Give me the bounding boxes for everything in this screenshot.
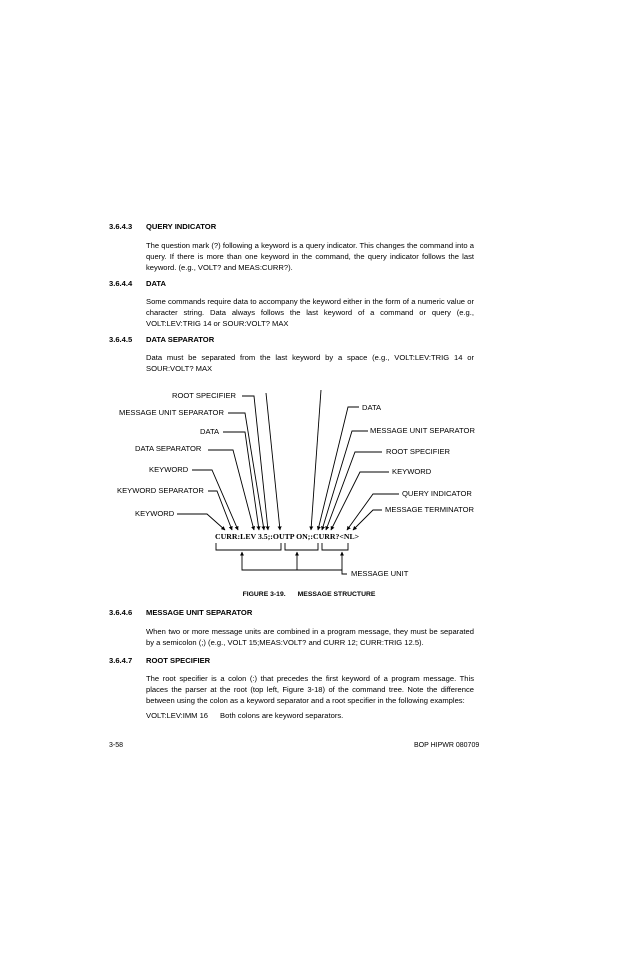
section-title: DATA SEPARATOR (146, 335, 215, 344)
example-line (146, 711, 343, 720)
section-paragraph: Data must be separated from the last keyword by a space (e.g., VOLT:LEV:TRIG 14 or SOUR:VOLT? MAX (146, 353, 474, 373)
section-number: 3.6.4.4 (109, 279, 133, 288)
section-number: 3.6.4.6 (109, 608, 133, 617)
section-title: QUERY INDICATOR (146, 222, 217, 231)
label-message-unit-separator: MESSAGE UNIT SEPARATOR (370, 426, 475, 435)
section-number: 3.6.4.3 (109, 222, 133, 231)
label-root-specifier: ROOT SPECIFIER (172, 391, 236, 400)
section-number: 3.6.4.5 (109, 335, 133, 344)
label-message-unit: MESSAGE UNIT (351, 569, 409, 578)
label-message-terminator: MESSAGE TERMINATOR (385, 505, 475, 514)
label-query-indicator: QUERY INDICATOR (402, 489, 472, 498)
command-string: CURR:LEV 3.5;:OUTP ON;:CURR?<NL> (215, 532, 360, 541)
figure-title: MESSAGE STRUCTURE (297, 591, 376, 598)
section-number: 3.6.4.7 (109, 656, 133, 665)
label-data-separator: DATA SEPARATOR (135, 444, 202, 453)
section-paragraph: When two or more message units are combined in a program message, they must be separated by a semicolon (;) (e.g., VOLT 15;MEAS:VOLT? and CURR 12; CURR:TRIG 12.5). (146, 627, 474, 647)
section-title: MESSAGE UNIT SEPARATOR (146, 608, 253, 617)
section-paragraph: The question mark (?) following a keyword is a query indicator. This changes the command into a query. If there is more than one keyword in the command, the query indicator follows the last keyword. (e.g., VOLT? and MEAS:CURR?). (146, 241, 474, 272)
section-paragraph: Some commands require data to accompany the keyword either in the form of a numeric value or character string. Data always follows the last keyword of a command or query (e.g., VOLT:LEV:TRIG 14 or SOUR:VOLT? MAX (146, 297, 474, 328)
page-number: 3-58 (109, 742, 124, 749)
label-keyword: KEYWORD (135, 509, 175, 518)
label-message-unit-separator: MESSAGE UNIT SEPARATOR (119, 408, 224, 417)
example-command: VOLT:LEV:IMM 16 (146, 711, 209, 720)
figure-number: FIGURE 3-19. (242, 591, 286, 598)
label-data: DATA (362, 403, 382, 412)
label-keyword: KEYWORD (149, 465, 189, 474)
example-note: Both colons are keyword separators. (220, 711, 344, 720)
document-id: BOP HIPWR 080709 (414, 742, 480, 749)
section-title: ROOT SPECIFIER (146, 656, 211, 665)
label-keyword: KEYWORD (392, 467, 432, 476)
figure-caption (0, 591, 618, 598)
label-root-specifier: ROOT SPECIFIER (386, 447, 450, 456)
label-keyword-separator: KEYWORD SEPARATOR (117, 486, 204, 495)
label-data: DATA (200, 427, 220, 436)
section-title: DATA (146, 279, 166, 288)
section-paragraph: The root specifier is a colon (:) that precedes the first keyword of a program message. This places the parser at the root (top left, Figure 3-18) of the command tree. Note the difference between using the colon as a keyword separator and a root specifier in the following examples: (146, 674, 474, 705)
